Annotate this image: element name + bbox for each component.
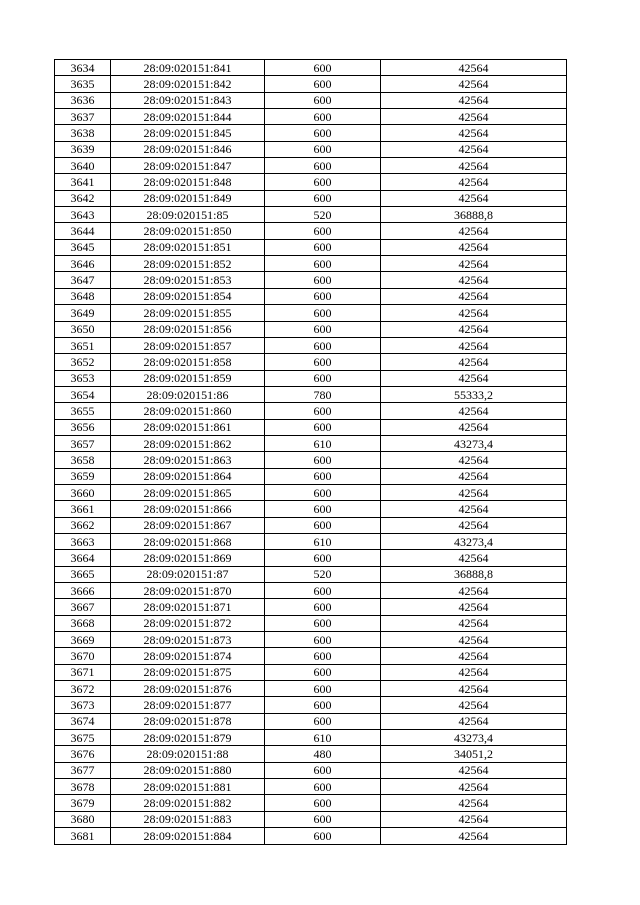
cost-cell: 42564 (381, 190, 567, 206)
row-number-cell: 3647 (55, 272, 111, 288)
row-number-cell: 3637 (55, 109, 111, 125)
area-cell: 520 (265, 566, 381, 582)
table-row (55, 321, 567, 337)
cost-cell: 42564 (381, 403, 567, 419)
cost-cell: 42564 (381, 681, 567, 697)
row-number-cell: 3655 (55, 403, 111, 419)
area-cell: 600 (265, 419, 381, 435)
row-number-cell: 3650 (55, 321, 111, 337)
area-cell: 600 (265, 452, 381, 468)
table-row (55, 288, 567, 304)
cost-cell: 42564 (381, 550, 567, 566)
cost-cell: 42564 (381, 517, 567, 533)
row-number-cell: 3641 (55, 174, 111, 190)
cadastral-number-cell: 28:09:020151:88 (111, 746, 265, 762)
row-number-cell: 3634 (55, 60, 111, 76)
cost-cell: 42564 (381, 109, 567, 125)
cost-cell: 42564 (381, 305, 567, 321)
cadastral-number-cell: 28:09:020151:868 (111, 533, 265, 549)
row-number-cell: 3657 (55, 435, 111, 451)
cost-cell: 42564 (381, 76, 567, 92)
cost-cell: 42564 (381, 795, 567, 811)
cadastral-number-cell: 28:09:020151:875 (111, 664, 265, 680)
area-cell: 600 (265, 517, 381, 533)
cost-cell: 42564 (381, 419, 567, 435)
table-row (55, 223, 567, 239)
cost-cell: 42564 (381, 615, 567, 631)
row-number-cell: 3680 (55, 811, 111, 827)
table-row (55, 484, 567, 500)
area-cell: 600 (265, 239, 381, 255)
cadastral-number-cell: 28:09:020151:870 (111, 583, 265, 599)
row-number-cell: 3661 (55, 501, 111, 517)
row-number-cell: 3648 (55, 288, 111, 304)
area-cell: 600 (265, 648, 381, 664)
row-number-cell: 3679 (55, 795, 111, 811)
row-number-cell: 3635 (55, 76, 111, 92)
cadastral-number-cell: 28:09:020151:867 (111, 517, 265, 533)
row-number-cell: 3678 (55, 779, 111, 795)
cost-cell: 42564 (381, 223, 567, 239)
row-number-cell: 3663 (55, 533, 111, 549)
row-number-cell: 3659 (55, 468, 111, 484)
cadastral-number-cell: 28:09:020151:846 (111, 141, 265, 157)
row-number-cell: 3670 (55, 648, 111, 664)
area-cell: 780 (265, 386, 381, 402)
table-row (55, 583, 567, 599)
table-row (55, 550, 567, 566)
area-cell: 610 (265, 533, 381, 549)
cadastral-number-cell: 28:09:020151:847 (111, 158, 265, 174)
cost-cell: 42564 (381, 811, 567, 827)
area-cell: 600 (265, 811, 381, 827)
cadastral-number-cell: 28:09:020151:853 (111, 272, 265, 288)
row-number-cell: 3644 (55, 223, 111, 239)
cost-cell: 42564 (381, 599, 567, 615)
cost-cell: 42564 (381, 713, 567, 729)
cadastral-number-cell: 28:09:020151:860 (111, 403, 265, 419)
area-cell: 600 (265, 272, 381, 288)
row-number-cell: 3669 (55, 632, 111, 648)
table-row (55, 811, 567, 827)
table-row (55, 599, 567, 615)
table-row (55, 648, 567, 664)
table-row (55, 730, 567, 746)
cost-cell: 42564 (381, 828, 567, 844)
cost-cell: 42564 (381, 501, 567, 517)
cadastral-number-cell: 28:09:020151:880 (111, 762, 265, 778)
cost-cell: 42564 (381, 664, 567, 680)
cadastral-number-cell: 28:09:020151:861 (111, 419, 265, 435)
cost-cell: 42564 (381, 158, 567, 174)
area-cell: 600 (265, 501, 381, 517)
row-number-cell: 3673 (55, 697, 111, 713)
table-row (55, 386, 567, 402)
cost-cell: 34051,2 (381, 746, 567, 762)
land-plot-table (54, 59, 567, 845)
cadastral-number-cell: 28:09:020151:882 (111, 795, 265, 811)
area-cell: 610 (265, 730, 381, 746)
area-cell: 600 (265, 468, 381, 484)
table-row (55, 697, 567, 713)
area-cell: 600 (265, 158, 381, 174)
area-cell: 600 (265, 256, 381, 272)
cadastral-number-cell: 28:09:020151:878 (111, 713, 265, 729)
cadastral-number-cell: 28:09:020151:881 (111, 779, 265, 795)
area-cell: 600 (265, 174, 381, 190)
area-cell: 600 (265, 664, 381, 680)
table-row (55, 468, 567, 484)
cadastral-number-cell: 28:09:020151:876 (111, 681, 265, 697)
table-row (55, 779, 567, 795)
area-cell: 600 (265, 583, 381, 599)
area-cell: 600 (265, 370, 381, 386)
table-row (55, 517, 567, 533)
table-row (55, 305, 567, 321)
row-number-cell: 3638 (55, 125, 111, 141)
cadastral-number-cell: 28:09:020151:854 (111, 288, 265, 304)
table-row (55, 76, 567, 92)
row-number-cell: 3675 (55, 730, 111, 746)
table-row (55, 795, 567, 811)
area-cell: 600 (265, 354, 381, 370)
cost-cell: 42564 (381, 256, 567, 272)
cadastral-number-cell: 28:09:020151:849 (111, 190, 265, 206)
row-number-cell: 3639 (55, 141, 111, 157)
row-number-cell: 3640 (55, 158, 111, 174)
table-row (55, 370, 567, 386)
area-cell: 600 (265, 76, 381, 92)
cadastral-number-cell: 28:09:020151:852 (111, 256, 265, 272)
row-number-cell: 3681 (55, 828, 111, 844)
cost-cell: 36888,8 (381, 566, 567, 582)
cadastral-number-cell: 28:09:020151:877 (111, 697, 265, 713)
cadastral-number-cell: 28:09:020151:883 (111, 811, 265, 827)
table-row (55, 632, 567, 648)
table-row (55, 746, 567, 762)
row-number-cell: 3658 (55, 452, 111, 468)
area-cell: 600 (265, 484, 381, 500)
table-body (55, 60, 567, 845)
cadastral-number-cell: 28:09:020151:851 (111, 239, 265, 255)
table-row (55, 762, 567, 778)
cost-cell: 43273,4 (381, 730, 567, 746)
cost-cell: 42564 (381, 762, 567, 778)
table-row (55, 354, 567, 370)
row-number-cell: 3676 (55, 746, 111, 762)
table-row (55, 828, 567, 844)
cadastral-number-cell: 28:09:020151:848 (111, 174, 265, 190)
table-row (55, 207, 567, 223)
cadastral-number-cell: 28:09:020151:859 (111, 370, 265, 386)
row-number-cell: 3672 (55, 681, 111, 697)
cadastral-number-cell: 28:09:020151:884 (111, 828, 265, 844)
area-cell: 520 (265, 207, 381, 223)
cadastral-number-cell: 28:09:020151:857 (111, 337, 265, 353)
table-row (55, 158, 567, 174)
area-cell: 600 (265, 762, 381, 778)
row-number-cell: 3665 (55, 566, 111, 582)
cadastral-number-cell: 28:09:020151:86 (111, 386, 265, 402)
area-cell: 600 (265, 223, 381, 239)
area-cell: 600 (265, 632, 381, 648)
cadastral-number-cell: 28:09:020151:862 (111, 435, 265, 451)
table-row (55, 681, 567, 697)
area-cell: 600 (265, 681, 381, 697)
cadastral-number-cell: 28:09:020151:841 (111, 60, 265, 76)
cost-cell: 42564 (381, 452, 567, 468)
table-row (55, 403, 567, 419)
area-cell: 600 (265, 779, 381, 795)
cost-cell: 43273,4 (381, 435, 567, 451)
cost-cell: 42564 (381, 354, 567, 370)
row-number-cell: 3662 (55, 517, 111, 533)
area-cell: 600 (265, 337, 381, 353)
row-number-cell: 3664 (55, 550, 111, 566)
row-number-cell: 3636 (55, 92, 111, 108)
row-number-cell: 3653 (55, 370, 111, 386)
row-number-cell: 3656 (55, 419, 111, 435)
row-number-cell: 3654 (55, 386, 111, 402)
cadastral-number-cell: 28:09:020151:842 (111, 76, 265, 92)
table-row (55, 60, 567, 76)
cost-cell: 42564 (381, 779, 567, 795)
cost-cell: 42564 (381, 468, 567, 484)
table-row (55, 419, 567, 435)
row-number-cell: 3666 (55, 583, 111, 599)
cadastral-number-cell: 28:09:020151:872 (111, 615, 265, 631)
cadastral-number-cell: 28:09:020151:844 (111, 109, 265, 125)
area-cell: 610 (265, 435, 381, 451)
area-cell: 600 (265, 550, 381, 566)
cadastral-number-cell: 28:09:020151:879 (111, 730, 265, 746)
table-row (55, 664, 567, 680)
cost-cell: 42564 (381, 321, 567, 337)
row-number-cell: 3651 (55, 337, 111, 353)
cost-cell: 42564 (381, 337, 567, 353)
cadastral-number-cell: 28:09:020151:874 (111, 648, 265, 664)
cost-cell: 42564 (381, 239, 567, 255)
cost-cell: 42564 (381, 272, 567, 288)
table-row (55, 190, 567, 206)
cadastral-number-cell: 28:09:020151:855 (111, 305, 265, 321)
row-number-cell: 3645 (55, 239, 111, 255)
row-number-cell: 3674 (55, 713, 111, 729)
row-number-cell: 3643 (55, 207, 111, 223)
cost-cell: 42564 (381, 141, 567, 157)
area-cell: 600 (265, 305, 381, 321)
area-cell: 600 (265, 92, 381, 108)
table-row (55, 256, 567, 272)
area-cell: 600 (265, 713, 381, 729)
cost-cell: 42564 (381, 92, 567, 108)
row-number-cell: 3677 (55, 762, 111, 778)
table-row (55, 435, 567, 451)
table-row (55, 713, 567, 729)
cadastral-number-cell: 28:09:020151:850 (111, 223, 265, 239)
area-cell: 600 (265, 403, 381, 419)
table-row (55, 501, 567, 517)
area-cell: 600 (265, 697, 381, 713)
cadastral-number-cell: 28:09:020151:864 (111, 468, 265, 484)
row-number-cell: 3649 (55, 305, 111, 321)
cadastral-number-cell: 28:09:020151:843 (111, 92, 265, 108)
cost-cell: 42564 (381, 484, 567, 500)
area-cell: 600 (265, 109, 381, 125)
cost-cell: 43273,4 (381, 533, 567, 549)
row-number-cell: 3668 (55, 615, 111, 631)
cadastral-number-cell: 28:09:020151:856 (111, 321, 265, 337)
table-row (55, 92, 567, 108)
area-cell: 600 (265, 321, 381, 337)
cost-cell: 42564 (381, 632, 567, 648)
table-row (55, 337, 567, 353)
table-row (55, 533, 567, 549)
area-cell: 600 (265, 795, 381, 811)
cadastral-number-cell: 28:09:020151:873 (111, 632, 265, 648)
cost-cell: 42564 (381, 60, 567, 76)
row-number-cell: 3646 (55, 256, 111, 272)
cost-cell: 42564 (381, 288, 567, 304)
cadastral-number-cell: 28:09:020151:845 (111, 125, 265, 141)
table-row (55, 125, 567, 141)
table-row (55, 566, 567, 582)
area-cell: 600 (265, 60, 381, 76)
cost-cell: 42564 (381, 648, 567, 664)
cost-cell: 42564 (381, 697, 567, 713)
cost-cell: 55333,2 (381, 386, 567, 402)
area-cell: 600 (265, 828, 381, 844)
cost-cell: 42564 (381, 125, 567, 141)
cadastral-number-cell: 28:09:020151:869 (111, 550, 265, 566)
table-row (55, 272, 567, 288)
table-row (55, 109, 567, 125)
area-cell: 600 (265, 125, 381, 141)
row-number-cell: 3652 (55, 354, 111, 370)
cadastral-number-cell: 28:09:020151:858 (111, 354, 265, 370)
cost-cell: 42564 (381, 370, 567, 386)
row-number-cell: 3667 (55, 599, 111, 615)
table-row (55, 239, 567, 255)
row-number-cell: 3642 (55, 190, 111, 206)
cadastral-number-cell: 28:09:020151:871 (111, 599, 265, 615)
area-cell: 600 (265, 190, 381, 206)
cadastral-number-cell: 28:09:020151:87 (111, 566, 265, 582)
area-cell: 600 (265, 599, 381, 615)
area-cell: 480 (265, 746, 381, 762)
area-cell: 600 (265, 288, 381, 304)
cost-cell: 42564 (381, 174, 567, 190)
table-row (55, 452, 567, 468)
table-row (55, 174, 567, 190)
table-row (55, 615, 567, 631)
row-number-cell: 3671 (55, 664, 111, 680)
cadastral-number-cell: 28:09:020151:865 (111, 484, 265, 500)
cadastral-number-cell: 28:09:020151:866 (111, 501, 265, 517)
cost-cell: 42564 (381, 583, 567, 599)
area-cell: 600 (265, 615, 381, 631)
row-number-cell: 3660 (55, 484, 111, 500)
table-row (55, 141, 567, 157)
cadastral-number-cell: 28:09:020151:85 (111, 207, 265, 223)
area-cell: 600 (265, 141, 381, 157)
cadastral-number-cell: 28:09:020151:863 (111, 452, 265, 468)
cost-cell: 36888,8 (381, 207, 567, 223)
